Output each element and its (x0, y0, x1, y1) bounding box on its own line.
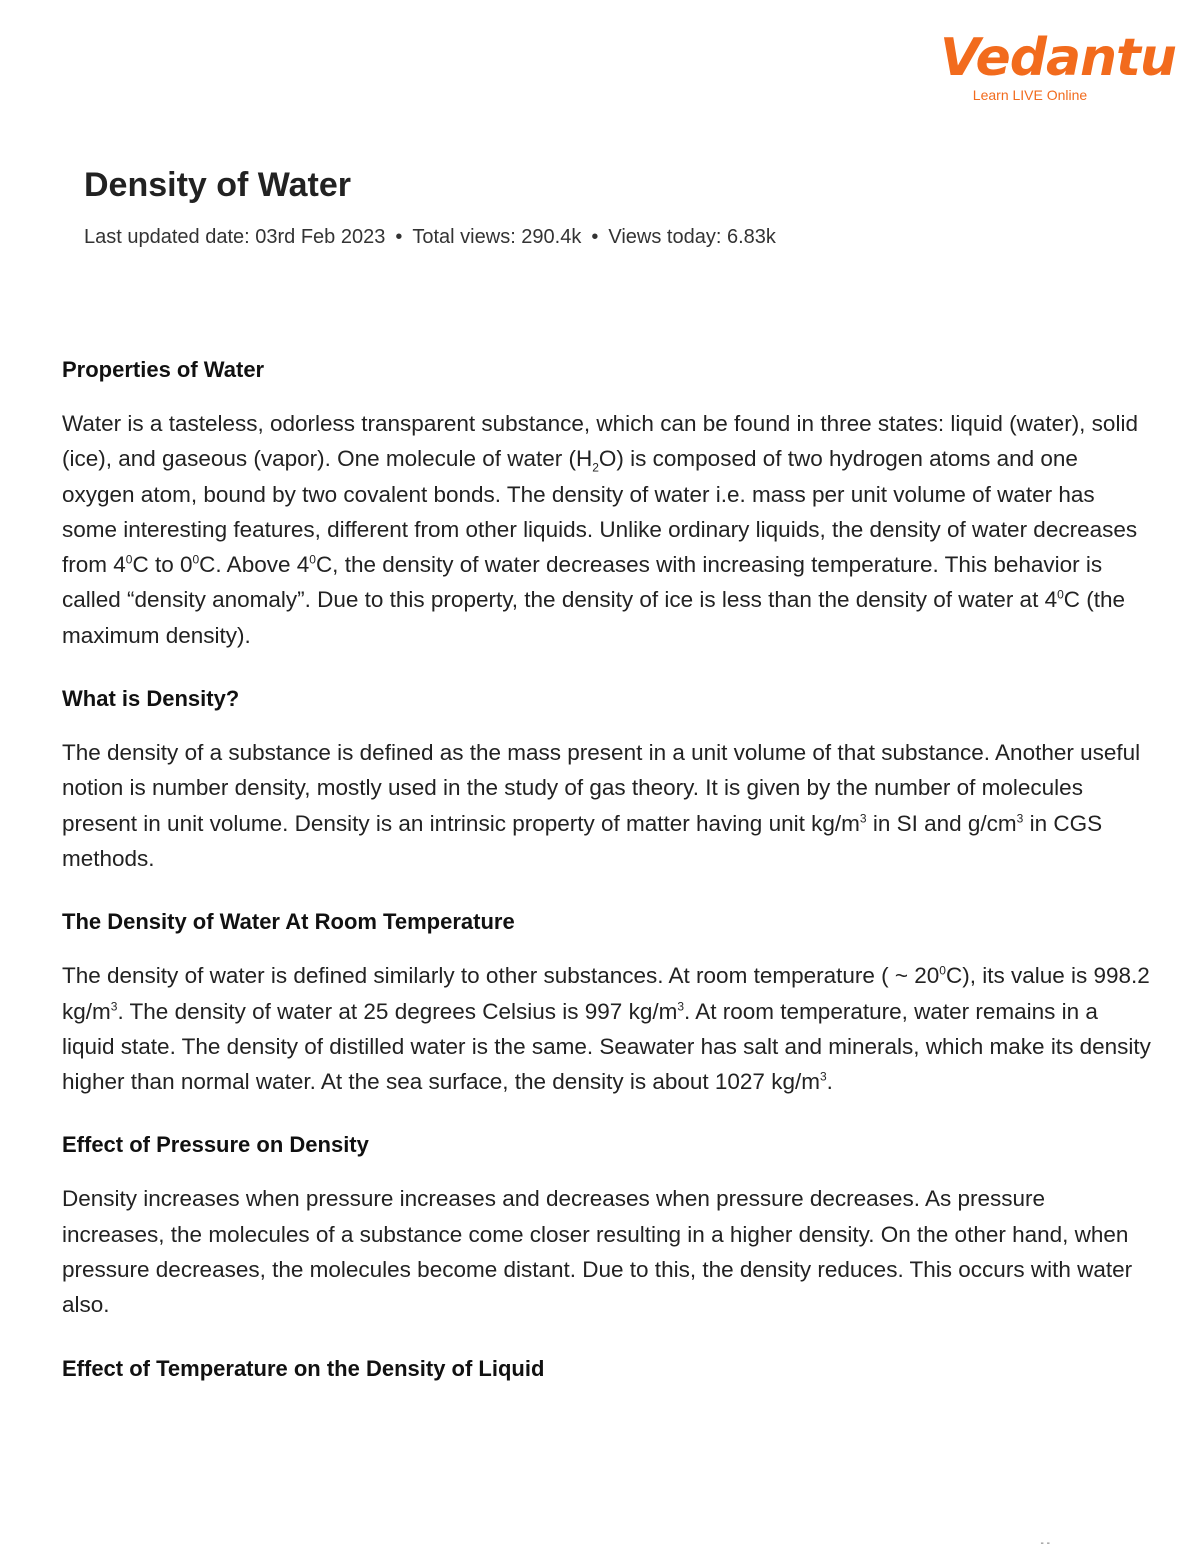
section-paragraph: The density of water is defined similarly to other substances. At room temperature ( ~ $20^0C$), its value is 998.2 $kg/m^3$. The density of water at 25 degrees Celsius is 997 $kg/m^3$. At room temperature, water remains in a liquid state. The density of distilled water is the same. Seawater has salt and minerals, which make its density higher than normal water. At the sea surface, the density is about 1027 $kg/m^3$. (62, 963, 1151, 1095)
page-meta (84, 226, 776, 249)
last-updated: Last updated date: 03rd Feb 2023 (84, 226, 386, 248)
article-body (62, 354, 1152, 1415)
section-paragraph: The density of a substance is defined as the mass present in a unit volume of that substance. Another useful notion is number density, mostly used in the study of gas theory. It is given by the number of molecules present in unit volume. Density is an intrinsic property of matter having unit $kg/m^3$ in SI and $g/cm^3$ in CGS methods. (62, 740, 1141, 871)
section-heading: Effect of Pressure on Density (62, 1132, 369, 1158)
section-heading: Effect of Temperature on the Density of Liquid (62, 1355, 545, 1381)
section-room-temperature (62, 906, 1152, 1099)
section-heading: Properties of Water (62, 357, 265, 382)
section-what-is-density (62, 683, 1152, 876)
section-properties (62, 354, 1152, 653)
total-views: Total views: 290.4k (412, 226, 582, 248)
section-heading: The Density of Water At Room Temperature (62, 909, 515, 935)
section-paragraph: Density increases when pressure increases and decreases when pressure decreases. As pressure increases, the molecules of a substance come closer resulting in a higher density. On the other hand, when pressure decreases, the molecules become distant. Due to this, the density reduces. This occurs with water also. (62, 1186, 1133, 1318)
meta-separator: • (591, 226, 599, 248)
meta-separator: • (395, 226, 403, 248)
page-title: Density of Water (84, 166, 352, 204)
section-pressure (62, 1129, 1152, 1322)
logo-wordmark: Vedantu (940, 28, 1176, 88)
views-today: Views today: 6.83k (608, 226, 776, 248)
section-heading: What is Density? (62, 686, 240, 712)
vedantu-logo (940, 28, 1176, 104)
section-temperature (62, 1353, 1152, 1385)
logo-tagline: Learn LIVE Online (972, 87, 1088, 103)
page-footer-mark: - - (1040, 1538, 1050, 1549)
section-paragraph: Water is a tasteless, odorless transparent substance, which can be found in three states: liquid (water), solid (ice), and gaseous (vapor). One molecule of water $(H_2O)$ is composed of two hydrogen atoms and one oxygen atom, bound by two covalent bonds. The density of water i.e. mass per unit volume of water has some interesting features, different from other liquids. Unlike ordinary liquids, the density of water decreases from $4^0C$ to $0^0C$. Above $4^0C$, the density of water decreases with increasing temperature. This behavior is called “density anomaly”. Due to this property, the density of ice is less than the density of water at $4^0C$ (the maximum density). (62, 411, 1138, 648)
